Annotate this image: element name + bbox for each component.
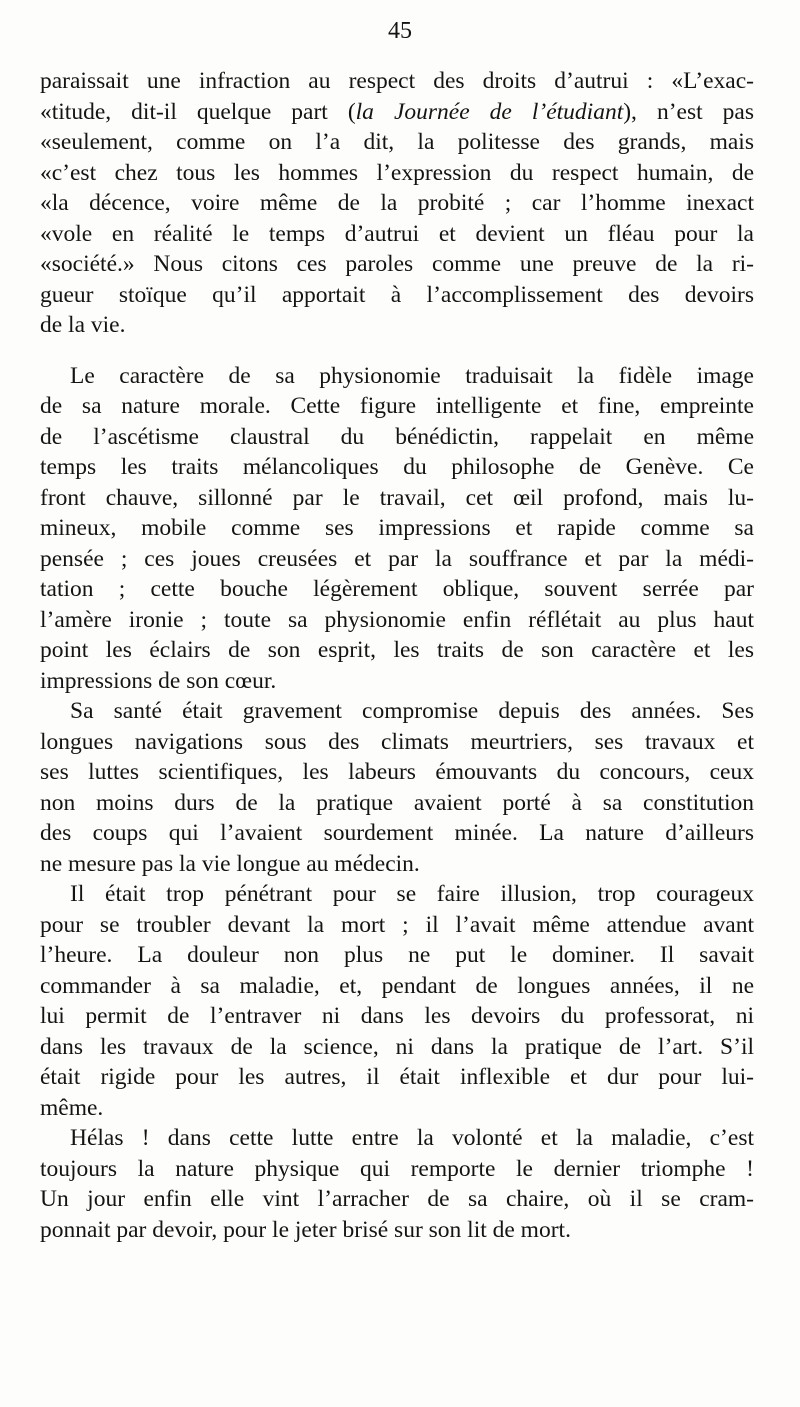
text-line: «société.» Nous citons ces paroles comme une preuve de la ri- (40, 251, 754, 277)
page-number: 45 (388, 18, 412, 44)
text-line: ne mesure pas la vie longue au médecin. (40, 850, 420, 877)
body-text (40, 66, 754, 1245)
text-line: temps les traits mélancoliques du philosophe de Genève. Ce (40, 454, 754, 480)
text-line: Sa santé était gravement compromise depuis des années. Ses (70, 698, 754, 724)
text-line: paraissait une infraction au respect des droits d’autrui : «L’exac- (40, 68, 754, 94)
text-line: Hélas ! dans cette lutte entre la volonté et la maladie, c’est (70, 1125, 754, 1151)
paragraph-2 (40, 361, 754, 697)
text-line: dans les travaux de la science, ni dans la pratique de l’art. S’il (40, 1033, 754, 1060)
text-line: longues navigations sous des climats meurtriers, ses travaux et (40, 728, 754, 755)
text-line: était rigide pour les autres, il était inflexible et dur pour lui- (40, 1064, 754, 1090)
text-line: des coups qui l’avaient sourdement minée. La nature d’ailleurs (40, 820, 754, 846)
paragraph-4 (40, 879, 754, 1123)
text-line: «la décence, voire même de la probité ; car l’homme inexact (40, 190, 754, 216)
text-line: «titude, dit-il quelque part (la Journée de l’étudiant), n’est pas (40, 98, 754, 125)
paragraph-gap (40, 341, 754, 361)
text-line: pour se troubler devant la mort ; il l’avait même attendue avant (40, 911, 754, 938)
text-line: gueur stoïque qu’il apportait à l’accomplissement des devoirs (40, 281, 754, 308)
text-line: même. (40, 1094, 104, 1121)
cited-title: la Journée de l’étudiant (355, 98, 624, 125)
text-line: lui permit de l’entraver ni dans les devoirs du professorat, ni (40, 1003, 754, 1029)
text-line: l’heure. La douleur non plus ne put le dominer. Il savait (40, 942, 754, 968)
text-line: l’amère ironie ; toute sa physionomie enfin réflétait au plus haut (40, 606, 754, 633)
text-line: Il était trop pénétrant pour se faire illusion, trop courageux (70, 881, 754, 907)
text-line: ses luttes scientifiques, les labeurs émouvants du concours, ceux (40, 759, 754, 785)
text-line: «seulement, comme on l’a dit, la politesse des grands, mais (40, 129, 754, 155)
text-line: point les éclairs de son esprit, les traits de son caractère et les (40, 637, 754, 663)
paragraph-3 (40, 696, 754, 879)
text-line: non moins durs de la pratique avaient porté à sa constitution (40, 789, 754, 816)
text-line: de sa nature morale. Cette figure intelligente et fine, empreinte (40, 393, 754, 419)
text-line: Le caractère de sa physionomie traduisait la fidèle image (70, 362, 754, 389)
text-line: tation ; cette bouche légèrement oblique, souvent serrée par (40, 576, 754, 602)
paragraph-1 (40, 66, 754, 341)
text-line: impressions de son cœur. (40, 667, 277, 694)
text-line: toujours la nature physique qui remporte le dernier triomphe ! (40, 1155, 754, 1182)
text-line: mineux, mobile comme ses impressions et rapide comme sa (40, 515, 754, 541)
text-line: pensée ; ces joues creusées et par la souffrance et par la médi- (40, 545, 754, 572)
text-line: front chauve, sillonné par le travail, cet œil profond, mais lu- (40, 484, 754, 511)
text-line: ponnait par devoir, pour le jeter brisé sur son lit de mort. (40, 1216, 571, 1243)
paragraph-5 (40, 1123, 754, 1245)
text-line: de l’ascétisme claustral du bénédictin, rappelait en même (40, 423, 754, 450)
text-line: de la vie. (40, 312, 126, 338)
text-line: «vole en réalité le temps d’autrui et devient un fléau pour la (40, 220, 754, 247)
text-line: «c’est chez tous les hommes l’expression du respect humain, de (40, 159, 754, 186)
text-line: commander à sa maladie, et, pendant de longues années, il ne (40, 972, 754, 999)
text-line: Un jour enfin elle vint l’arracher de sa chaire, où il se cram- (40, 1186, 754, 1212)
